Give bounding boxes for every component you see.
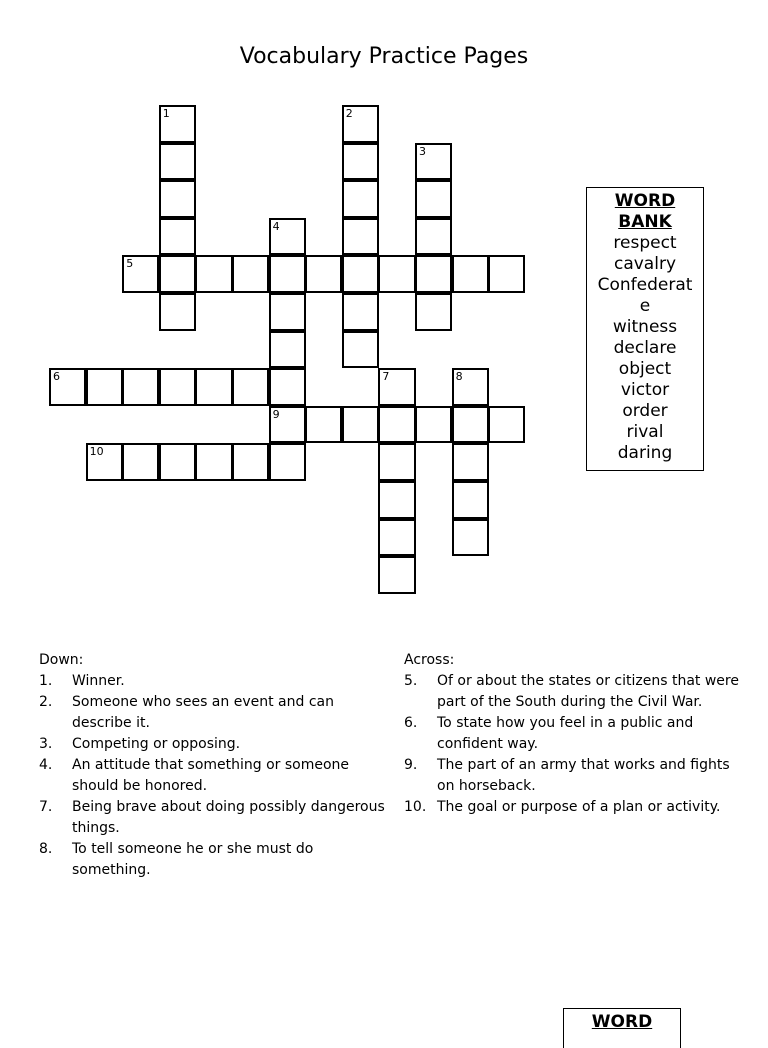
clue-text: The goal or purpose of a plan or activity.	[437, 799, 721, 815]
clue-down-2	[39, 692, 389, 734]
clue-text: Someone who sees an event and can describe it.	[72, 694, 334, 731]
crossword-cell[interactable]	[122, 368, 159, 406]
cell-number: 4	[272, 219, 280, 233]
crossword-cell[interactable]	[86, 368, 123, 406]
down-clues	[39, 650, 389, 881]
crossword-cell[interactable]	[452, 255, 489, 293]
clue-across-6	[404, 713, 744, 755]
page-title: Vocabulary Practice Pages	[239, 44, 529, 69]
cell-number: 3	[419, 144, 426, 158]
crossword-cell[interactable]	[415, 293, 452, 331]
clue-text: Winner.	[72, 673, 125, 689]
clue-text: Competing or opposing.	[72, 736, 241, 752]
crossword-cell[interactable]	[378, 443, 415, 481]
clue-text: Of or about the states or citizens that were part of the South during the Civil War.	[437, 673, 739, 710]
clue-number: 7.	[39, 799, 53, 815]
crossword-cell[interactable]	[452, 519, 489, 557]
crossword-cell[interactable]	[232, 255, 269, 293]
word-bank-item: respect	[613, 233, 677, 253]
crossword-cell[interactable]	[86, 443, 123, 481]
clue-text: An attitude that something or someone should be honored.	[72, 757, 350, 794]
word-bank-next-page: WORD	[563, 1008, 681, 1048]
crossword-cell[interactable]	[49, 368, 86, 406]
clue-number: 5.	[404, 673, 418, 689]
word-bank-item: daring	[617, 443, 673, 463]
clue-number: 2.	[39, 694, 53, 710]
crossword-cell[interactable]	[342, 293, 379, 331]
cell-number: 8	[455, 370, 463, 384]
word-bank-item: declare	[613, 338, 677, 358]
crossword-cell[interactable]	[269, 218, 306, 256]
crossword-cell[interactable]	[488, 406, 525, 444]
crossword-cell[interactable]	[159, 368, 196, 406]
crossword-cell[interactable]	[269, 368, 306, 406]
crossword-cell[interactable]	[269, 293, 306, 331]
word-bank-item: rival	[626, 422, 664, 442]
clue-number: 3.	[39, 736, 53, 752]
crossword-cell[interactable]	[269, 255, 306, 293]
word-bank	[586, 187, 704, 471]
word-bank-item: order	[622, 401, 668, 421]
word-bank-item: object	[618, 359, 672, 379]
crossword-cell[interactable]	[159, 105, 196, 143]
crossword-cell[interactable]	[269, 406, 306, 444]
crossword-cell[interactable]	[378, 255, 415, 293]
word-bank-item: cavalry	[613, 254, 676, 274]
crossword-cell[interactable]	[342, 331, 379, 369]
clue-down-7	[39, 797, 389, 839]
crossword-cell[interactable]	[195, 443, 232, 481]
crossword-cell[interactable]	[269, 331, 306, 369]
crossword-cell[interactable]	[159, 255, 196, 293]
word-bank-title-line2: BANK	[618, 212, 672, 232]
clue-down-4	[39, 755, 389, 797]
clue-text: Being brave about doing possibly dangerous things.	[72, 799, 385, 836]
clue-down-3	[39, 734, 389, 755]
crossword-cell[interactable]	[232, 368, 269, 406]
crossword-cell[interactable]	[488, 255, 525, 293]
across-clues	[404, 650, 744, 818]
cell-number: 5	[126, 257, 134, 271]
crossword-cell[interactable]	[415, 255, 452, 293]
cell-number: 7	[382, 370, 390, 384]
crossword-cell[interactable]	[378, 406, 415, 444]
cell-number: 6	[53, 370, 60, 384]
crossword-cell[interactable]	[159, 293, 196, 331]
clue-text: To tell someone he or she must do something.	[72, 841, 314, 878]
crossword-cell[interactable]	[269, 443, 306, 481]
crossword-cell[interactable]	[452, 368, 489, 406]
crossword-cell[interactable]	[378, 519, 415, 557]
crossword-cell[interactable]	[159, 143, 196, 181]
crossword-cell[interactable]	[452, 406, 489, 444]
clue-number: 8.	[39, 841, 53, 857]
clue-number: 4.	[39, 757, 53, 773]
crossword-cell[interactable]	[305, 406, 342, 444]
clue-across-10	[404, 797, 744, 818]
crossword-cell[interactable]	[159, 180, 196, 218]
crossword-cell[interactable]	[342, 406, 379, 444]
crossword-cell[interactable]	[195, 255, 232, 293]
crossword-cell[interactable]	[378, 481, 415, 519]
crossword-cell[interactable]	[195, 368, 232, 406]
crossword-cell[interactable]	[342, 218, 379, 256]
crossword-cell[interactable]	[415, 143, 452, 181]
clue-text: To state how you feel in a public and confident way.	[437, 715, 694, 752]
crossword-cell[interactable]	[122, 443, 159, 481]
crossword-cell[interactable]	[122, 255, 159, 293]
crossword-cell[interactable]	[415, 180, 452, 218]
crossword-cell[interactable]	[378, 556, 415, 594]
word-bank-item: victor	[620, 380, 670, 400]
cell-number: 1	[162, 107, 170, 120]
clue-text: The part of an army that works and fights on horseback.	[437, 757, 730, 794]
crossword-cell[interactable]	[415, 406, 452, 444]
cell-number: 9	[272, 407, 280, 421]
crossword-cell[interactable]	[342, 105, 379, 143]
clue-across-9	[404, 755, 744, 797]
crossword-cell[interactable]	[378, 368, 415, 406]
crossword-cell[interactable]	[305, 255, 342, 293]
crossword-cell[interactable]	[159, 218, 196, 256]
crossword-cell[interactable]	[342, 255, 379, 293]
word-bank-title-line1: WORD	[614, 191, 676, 211]
word-bank-list	[587, 233, 703, 464]
clue-number: 10.	[404, 799, 427, 815]
crossword-cell[interactable]	[342, 143, 379, 181]
crossword-cell[interactable]	[232, 443, 269, 481]
crossword-cell[interactable]	[342, 180, 379, 218]
crossword-cell[interactable]	[452, 481, 489, 519]
clue-down-8	[39, 839, 389, 881]
word-bank-item: Confederat e	[597, 275, 693, 316]
crossword-cell[interactable]	[159, 443, 196, 481]
cell-number: 2	[345, 107, 353, 120]
crossword-cell[interactable]	[415, 218, 452, 256]
across-clues-heading: Across:	[404, 652, 455, 668]
clue-number: 1.	[39, 673, 53, 689]
down-clues-heading: Down:	[39, 652, 84, 668]
cell-number: 10	[89, 445, 104, 459]
crossword-cell[interactable]	[452, 443, 489, 481]
clue-across-5	[404, 671, 744, 713]
clue-number: 9.	[404, 757, 418, 773]
clue-down-1	[39, 671, 389, 692]
clue-number: 6.	[404, 715, 418, 731]
word-bank-item: witness	[612, 317, 678, 337]
